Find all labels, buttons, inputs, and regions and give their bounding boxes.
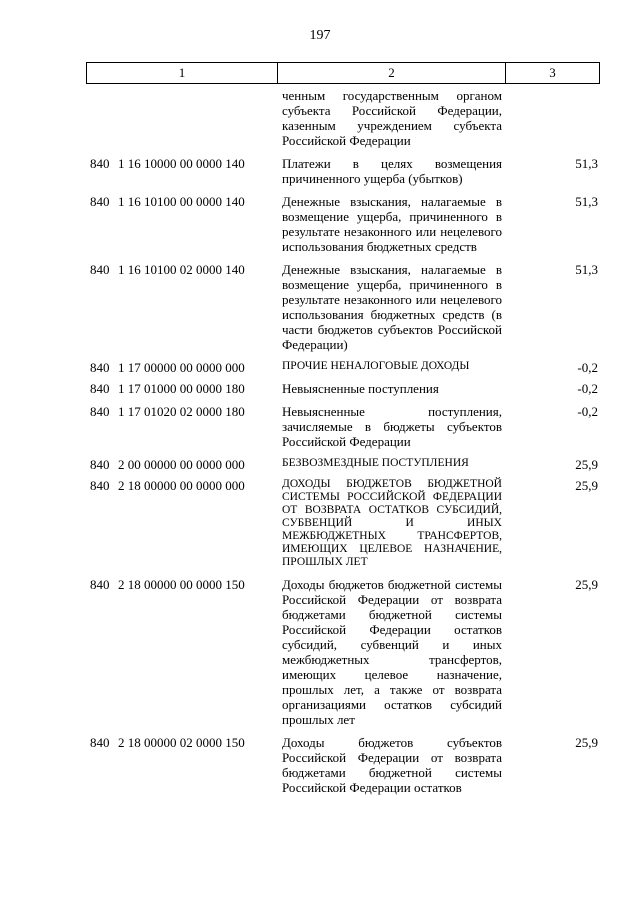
row-budget-code: 2 18 00000 02 0000 150 [118,735,245,750]
page-number: 197 [309,28,331,43]
row-code [90,577,276,592]
table-body [0,88,640,795]
row-code [90,457,276,472]
row-budget-code: 1 17 01020 02 0000 180 [118,404,245,419]
row-admin-code: 840 [90,381,110,396]
row-admin-code: 840 [90,262,110,277]
row-code [90,478,276,493]
table-row [0,457,640,470]
row-name: ПРОЧИЕ НЕНАЛОГОВЫЕ ДОХОДЫ [282,360,470,372]
row-budget-code: 1 17 01000 00 0000 180 [118,381,245,396]
row-admin-code: 840 [90,194,110,209]
row-name: Доходы бюджетов бюджетной системы Российской Федерации от возврата бюджетами бюджетной системы Российской Федерации остатков субсидий, субвенций и иных межбюджетных трансфертов, имеющих целевое назначение, прошлых лет, а также от возврата организациями остатков субсидий прошлых лет [282,577,502,727]
row-code [90,381,276,396]
row-budget-code: 1 17 00000 00 0000 000 [118,360,245,375]
table-row [0,404,640,449]
row-value: 51,3 [575,156,598,171]
header-col-1: 1 [87,63,278,83]
table-row [0,381,640,396]
row-name: Денежные взыскания, налагаемые в возмещение ущерба, причиненного в результате незаконного или нецелевого использования бюджетных средств (в части бюджетов субъектов Российской Федерации) [282,262,502,352]
row-budget-code: 2 18 00000 00 0000 000 [118,478,245,493]
row-budget-code: 1 16 10000 00 0000 140 [118,156,245,171]
row-value: -0,2 [577,360,598,375]
header-col-2: 2 [278,63,506,83]
row-admin-code: 840 [90,457,110,472]
row-value: 25,9 [575,577,598,592]
row-value: 51,3 [575,194,598,209]
row-name: Невыясненные поступления, зачисляемые в бюджеты субъектов Российской Федерации [282,404,502,449]
row-admin-code: 840 [90,156,110,171]
row-code [90,194,276,209]
table-row [0,577,640,727]
row-code [90,88,276,103]
row-name: ченным государственным органом субъекта Российской Федерации, казенным учреждением субъекта Российской Федерации [282,88,502,148]
row-admin-code: 840 [90,360,110,375]
row-budget-code: 1 16 10100 02 0000 140 [118,262,245,277]
row-code [90,262,276,277]
table-row [0,360,640,373]
row-value: -0,2 [577,404,598,419]
table-row [0,88,640,148]
table-row [0,156,640,186]
row-value: -0,2 [577,381,598,396]
row-admin-code: 840 [90,478,110,493]
row-admin-code: 840 [90,404,110,419]
row-value: 51,3 [575,262,598,277]
row-name: Денежные взыскания, налагаемые в возмещение ущерба, причиненного в результате незаконного или нецелевого использования бюджетных средств [282,194,502,254]
table-row [0,478,640,569]
row-name: Невыясненные поступления [282,381,439,396]
table-row [0,262,640,352]
row-code [90,360,276,375]
row-code [90,404,276,419]
row-code [90,156,276,171]
row-value: 25,9 [575,735,598,750]
row-code [90,735,276,750]
row-name: Доходы бюджетов субъектов Российской Федерации от возврата бюджетами бюджетной системы Российской Федерации остатков [282,735,502,795]
row-name: ДОХОДЫ БЮДЖЕТОВ БЮДЖЕТНОЙ СИСТЕМЫ РОССИЙСКОЙ ФЕДЕРАЦИИ ОТ ВОЗВРАТА ОСТАТКОВ СУБСИДИЙ, СУБВЕНЦИЙ И ИНЫХ МЕЖБЮДЖЕТНЫХ ТРАНСФЕРТОВ, ИМЕЮЩИХ ЦЕЛЕВОЕ НАЗНАЧЕНИЕ, ПРОШЛЫХ ЛЕТ [282,478,502,568]
header-col-3: 3 [549,65,556,80]
row-value: 25,9 [575,478,598,493]
row-budget-code: 1 16 10100 00 0000 140 [118,194,245,209]
row-value: 25,9 [575,457,598,472]
row-name: БЕЗВОЗМЕЗДНЫЕ ПОСТУПЛЕНИЯ [282,457,469,469]
table-header [86,62,600,84]
row-budget-code: 2 00 00000 00 0000 000 [118,457,245,472]
table-row [0,194,640,254]
table-row [0,735,640,795]
row-admin-code: 840 [90,577,110,592]
row-budget-code: 2 18 00000 00 0000 150 [118,577,245,592]
row-name: Платежи в целях возмещения причиненного ущерба (убытков) [282,156,502,186]
row-admin-code: 840 [90,735,110,750]
